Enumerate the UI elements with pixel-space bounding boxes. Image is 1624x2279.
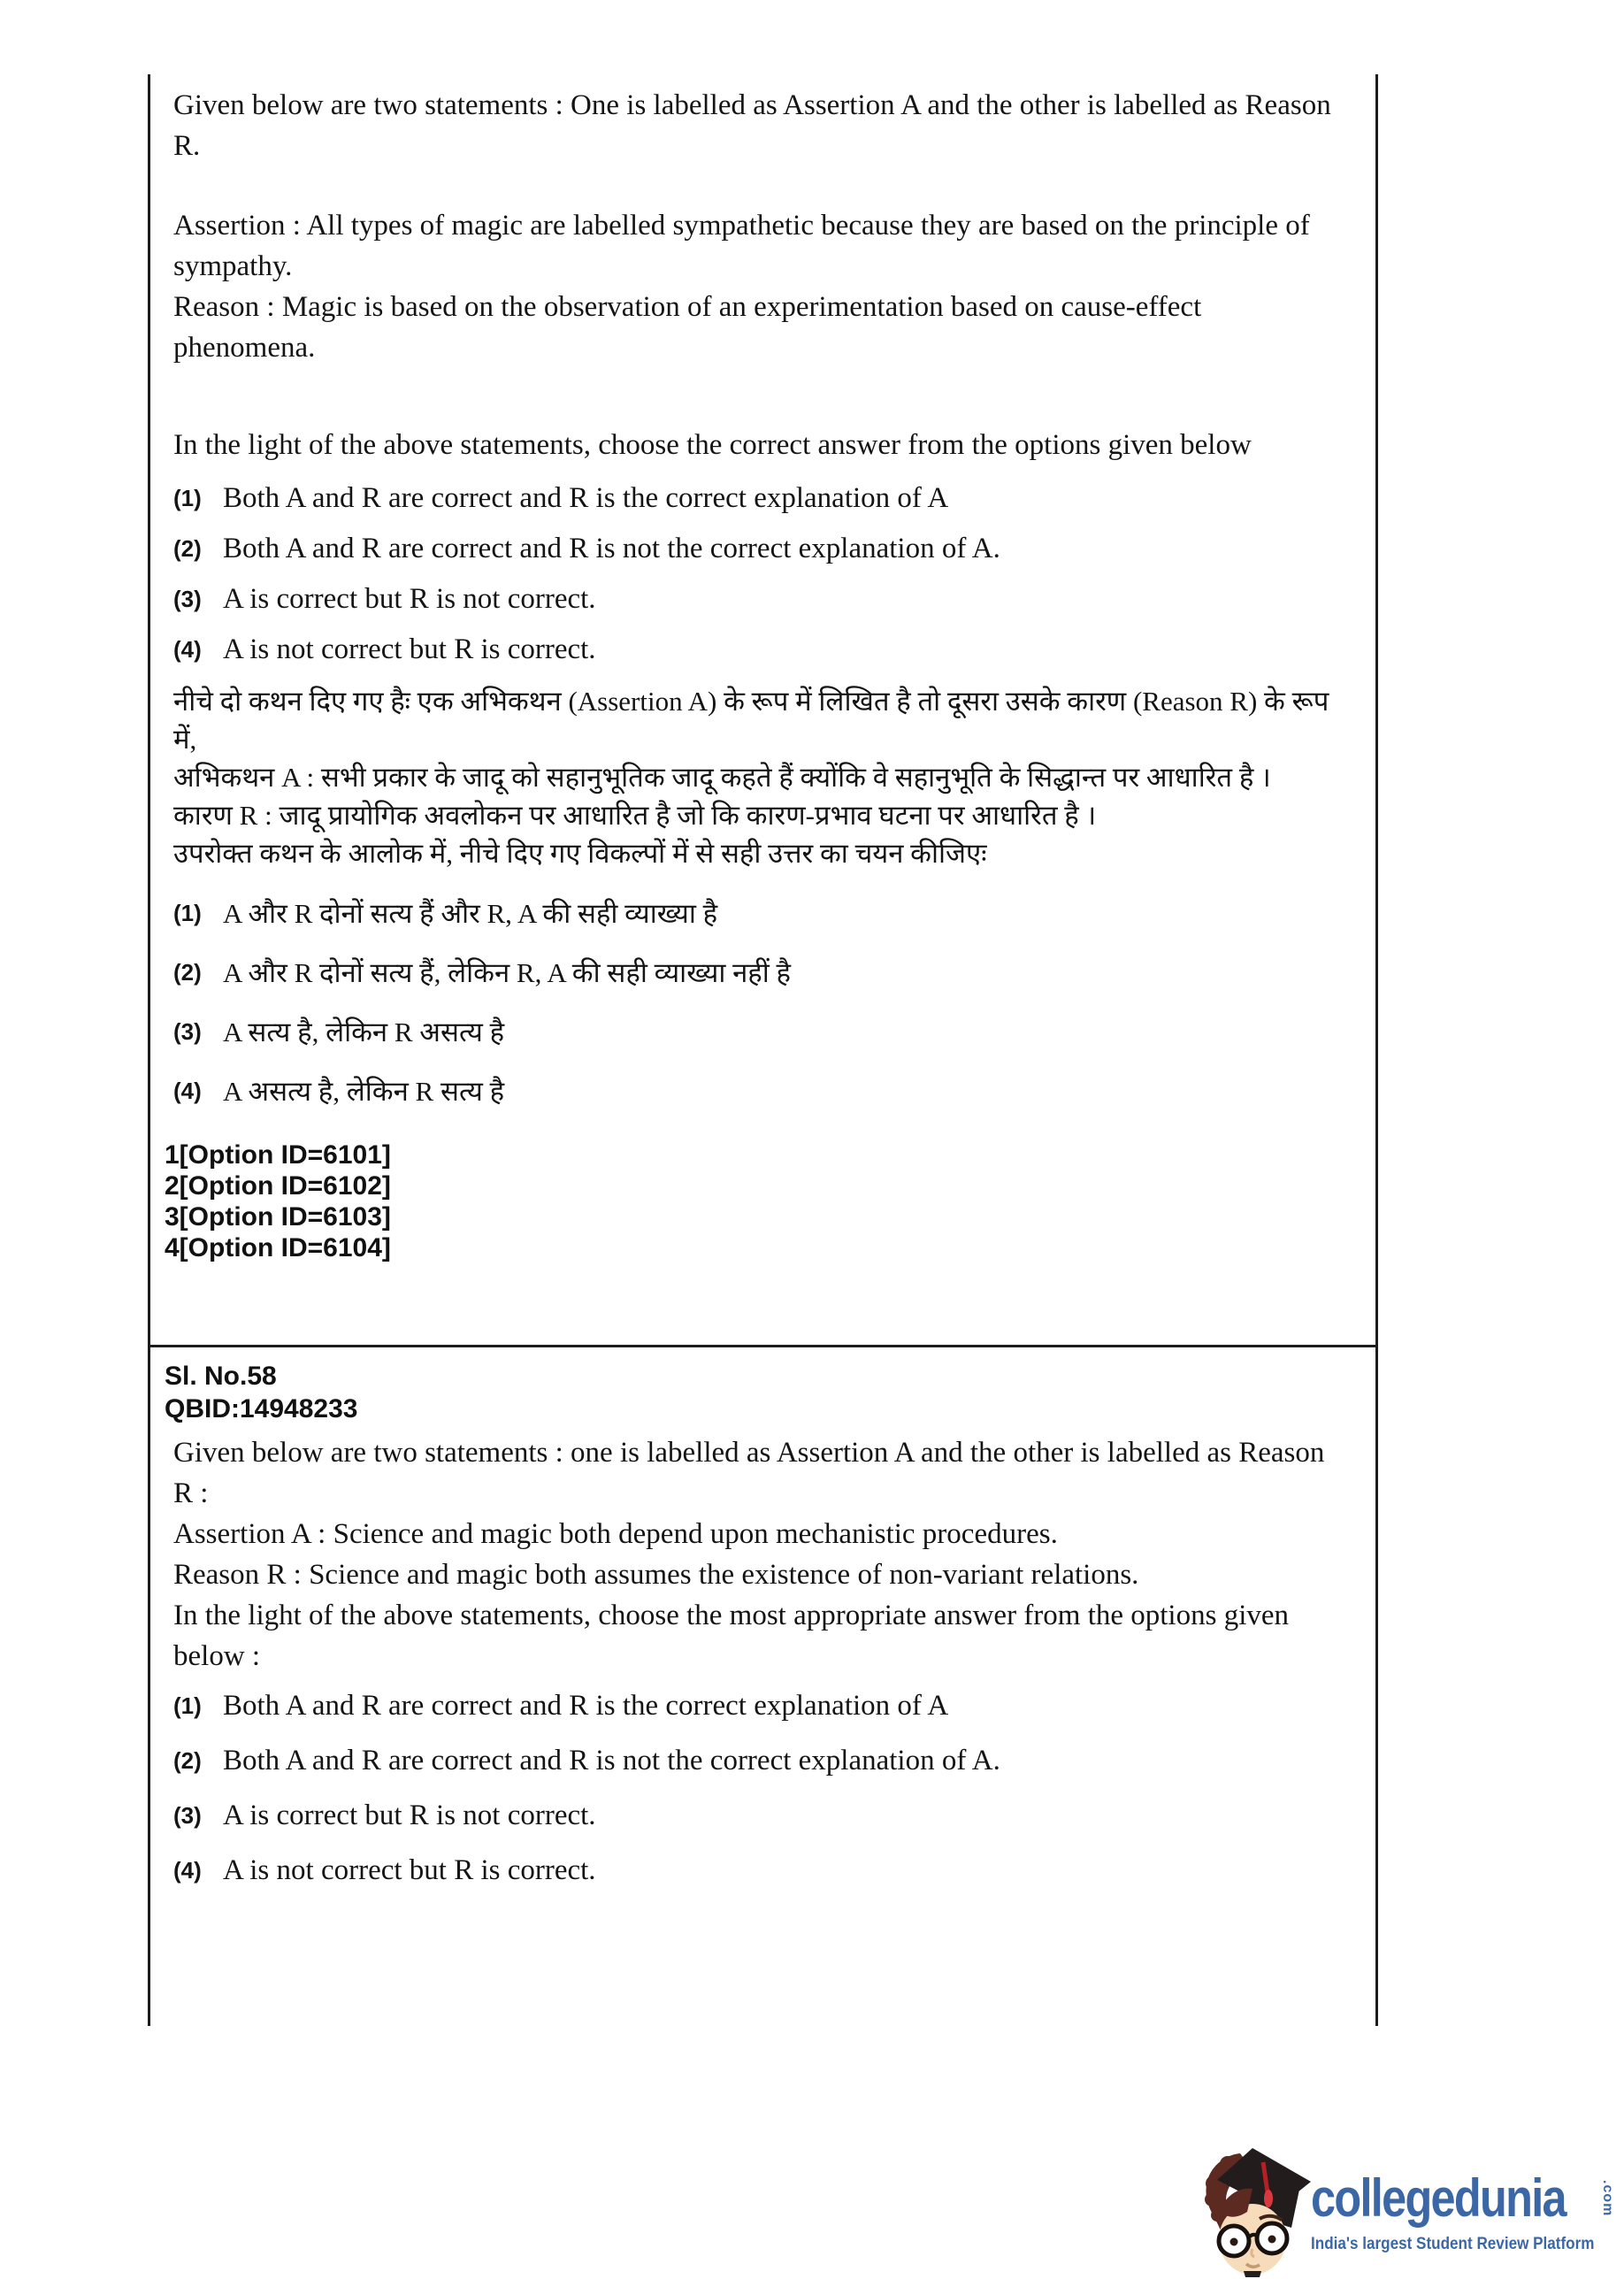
- q58-qbid: QBID:14948233: [165, 1394, 358, 1423]
- option-row: [173, 478, 1332, 518]
- q57-hindi-reason: कारण R : जादू प्रायोगिक अवलोकन पर आधारित है जो कि कारण-प्रभाव घटना पर आधारित है ।: [173, 800, 1097, 831]
- q57-hindi-text: [173, 682, 1332, 872]
- option-number: (3): [173, 1018, 202, 1045]
- option-row: [173, 1850, 1332, 1891]
- option-number: (1): [173, 485, 202, 511]
- graduate-boy-mascot-icon: [1201, 2145, 1311, 2277]
- q57-options-en: [173, 478, 1332, 670]
- option-text: Both A and R are correct and R is not the correct explanation of A.: [223, 533, 1000, 564]
- q57-assertion: Assertion : All types of magic are labelled sympathetic because they are based on the principle of sympathy.: [173, 210, 1310, 282]
- option-id: 1[Option ID=6101]: [165, 1140, 391, 1170]
- option-id: 2[Option ID=6102]: [165, 1171, 391, 1201]
- option-text: Both A and R are correct and R is the correct explanation of A: [223, 482, 949, 514]
- option-id: 3[Option ID=6103]: [165, 1202, 391, 1232]
- option-row: [173, 1740, 1332, 1781]
- question-58-cell: [150, 1345, 1375, 2026]
- option-number: (2): [173, 959, 202, 986]
- option-row: [173, 1795, 1332, 1836]
- question-paper-box: [148, 74, 1378, 2026]
- option-row: [173, 1012, 1332, 1052]
- option-text: A और R दोनों सत्य हैं, लेकिन R, A की सही व्याख्या नहीं है: [223, 957, 792, 988]
- option-row: [173, 629, 1332, 670]
- q58-intro: Given below are two statements : one is labelled as Assertion A and the other is labelled as Reason R :: [173, 1437, 1325, 1509]
- q57-hindi-intro: नीचे दो कथन दिए गए हैः एक अभिकथन (Assertion A) के रूप में लिखित है तो दूसरा उसके कारण (Reason R) के रूप में,: [173, 686, 1329, 755]
- q57-intro: Given below are two statements : One is labelled as Assertion A and the other is labelled as Reason R.: [173, 89, 1331, 162]
- q58-question-text: [173, 1432, 1332, 1677]
- q57-hindi-assertion: अभिकथन A : सभी प्रकार के जादू को सहानुभूतिक जादू कहते हैं क्योंकि वे सहानुभूति के सिद्धान्त पर आधारित है ।: [173, 762, 1271, 793]
- option-row: [173, 953, 1332, 993]
- q58-instruction: In the light of the above statements, choose the most appropriate answer from the options given below :: [173, 1600, 1290, 1672]
- brand-tagline: India's largest Student Review Platform: [1311, 2235, 1595, 2253]
- option-number: (2): [173, 1747, 202, 1774]
- option-row: [173, 894, 1332, 933]
- option-number: (4): [173, 1857, 202, 1884]
- option-text: Both A and R are correct and R is not the correct explanation of A.: [223, 1745, 1000, 1776]
- q57-hindi-instruction: उपरोक्त कथन के आलोक में, नीचे दिए गए विकल्पों में से सही उत्तर का चयन कीजिएः: [173, 838, 987, 869]
- q58-reason: Reason R : Science and magic both assumes the existence of non-variant relations.: [173, 1559, 1139, 1591]
- option-row: [173, 579, 1332, 619]
- q58-serial-number: Sl. No.58: [165, 1362, 277, 1391]
- option-text: A is correct but R is not correct.: [223, 1799, 596, 1831]
- q57-assertion-reason: [173, 205, 1332, 368]
- option-number: (1): [173, 900, 202, 926]
- option-text: A सत्य है, लेकिन R असत्य है: [223, 1017, 505, 1047]
- question-57-cell: [150, 74, 1375, 1345]
- option-text: A असत्य है, लेकिन R सत्य है: [223, 1076, 505, 1107]
- brand-domain-suffix: .com: [1600, 2180, 1615, 2217]
- option-number: (1): [173, 1692, 202, 1719]
- q58-options-en: [173, 1685, 1332, 1891]
- brand-row: [1311, 2168, 1624, 2233]
- option-id: 4[Option ID=6104]: [165, 1233, 391, 1262]
- option-text: A is not correct but R is correct.: [223, 633, 596, 665]
- option-row: [173, 1685, 1332, 1726]
- option-text: A और R दोनों सत्य हैं और R, A की सही व्याख्या है: [223, 898, 718, 929]
- brand-text-block: [1311, 2145, 1624, 2254]
- q58-assertion: Assertion A : Science and magic both depend upon mechanistic procedures.: [173, 1518, 1058, 1550]
- collegedunia-logo: [1201, 2145, 1624, 2279]
- q57-options-hi: [173, 894, 1332, 1111]
- brand-name: collegedunia: [1311, 2168, 1566, 2228]
- option-number: (4): [173, 636, 202, 663]
- option-text: A is not correct but R is correct.: [223, 1854, 596, 1886]
- option-text: A is correct but R is not correct.: [223, 583, 596, 615]
- option-number: (3): [173, 1802, 202, 1829]
- option-number: (4): [173, 1078, 202, 1104]
- option-row: [173, 528, 1332, 569]
- option-number: (3): [173, 586, 202, 612]
- q57-reason: Reason : Magic is based on the observation of an experimentation based on cause-effect phenomena.: [173, 291, 1202, 364]
- q57-instruction: In the light of the above statements, choose the correct answer from the options given below: [173, 429, 1252, 461]
- option-row: [173, 1071, 1332, 1111]
- option-number: (2): [173, 535, 202, 562]
- q57-option-ids: [165, 1140, 1332, 1263]
- option-text: Both A and R are correct and R is the correct explanation of A: [223, 1690, 949, 1722]
